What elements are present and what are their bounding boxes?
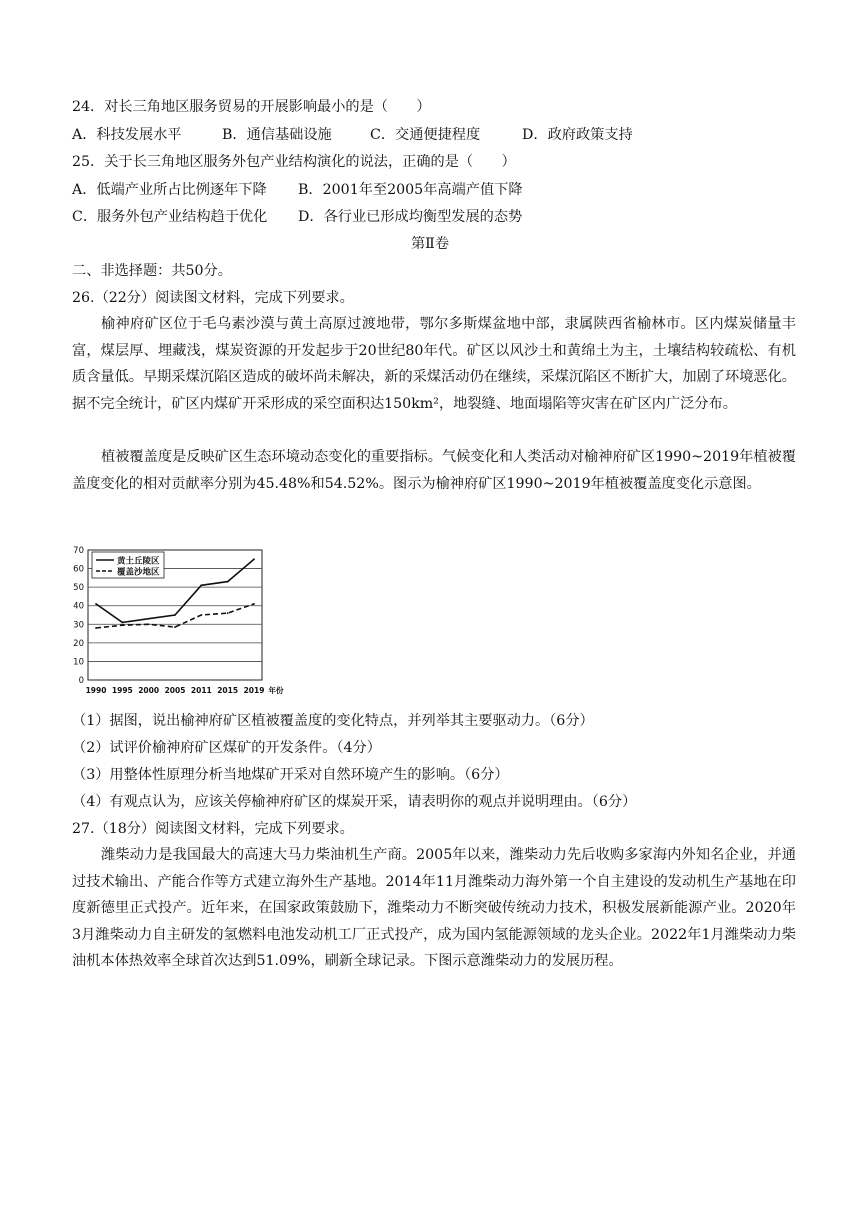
q26-sub-1: （1）据图，说出榆神府矿区植被覆盖度的变化特点，并列举其主要驱动力。（6分） (72, 713, 594, 729)
data-point (200, 614, 202, 616)
q24-option-b: B．通信基础设施 (222, 127, 332, 143)
vegetation-coverage-chart (70, 540, 300, 700)
data-point (95, 603, 97, 605)
data-point (227, 581, 229, 583)
q26-paragraph-1: 榆神府矿区位于毛乌素沙漠与黄土高原过渡地带，鄂尔多斯煤盆地中部，隶属陕西省榆林市。区内煤炭储量丰富，煤层厚、埋藏浅，煤炭资源的开发起步于20世纪80年代。矿区以风沙土和黄绵土为主，土壤结构较疏松、有机质含量低。早期采煤沉陷区造成的破坏尚未解决，新的采煤活动仍在继续，采煤沉陷区不断扩大，加剧了环境恶化。据不完全统计，矿区内煤矿开采形成的采空面积达150km²，地裂缝、地面塌陷等灾害在矿区内广泛分布。 (72, 316, 796, 412)
y-tick-label: 0 (78, 676, 84, 686)
q25-stem: 25．关于长三角地区服务外包产业结构演化的说法，正确的是（ ） (72, 154, 516, 170)
section-title: 第Ⅱ卷 (410, 236, 450, 252)
q24-options (72, 125, 633, 145)
legend-label: 黄土丘陵区 (117, 556, 160, 567)
q25-options-row2 (72, 207, 522, 227)
data-point (95, 627, 97, 629)
q26-stem: 26.（22分）阅读图文材料，完成下列要求。 (72, 290, 354, 306)
q25-options-row1 (72, 180, 523, 200)
data-point (148, 623, 150, 625)
data-point (121, 622, 123, 624)
legend-label: 覆盖沙地区 (117, 567, 160, 578)
section-note: 二、非选择题：共50分。 (72, 263, 232, 279)
y-tick-label: 30 (73, 620, 84, 631)
data-point (174, 626, 176, 628)
x-tick-label: 2005 (164, 686, 186, 695)
q24-option-c: C．交通便捷程度 (370, 127, 481, 143)
data-point (174, 614, 176, 616)
x-tick-label: 2015 (217, 686, 239, 695)
data-point (148, 618, 150, 620)
y-tick-label: 50 (73, 583, 84, 594)
q25-option-c: C．服务外包产业结构趋于优化 (72, 209, 268, 225)
y-tick-label: 40 (73, 601, 84, 612)
data-point (253, 603, 255, 605)
q24-option-a: A．科技发展水平 (72, 127, 182, 143)
q26-sub-2: （2）试评价榆神府矿区煤矿的开发条件。（4分） (72, 740, 381, 756)
y-tick-label: 70 (73, 546, 84, 556)
q25-option-d: D．各行业已形成均衡型发展的态势 (298, 209, 523, 225)
q27-stem: 27.（18分）阅读图文材料，完成下列要求。 (72, 821, 354, 837)
data-point (253, 558, 255, 560)
q26-sub-4: （4）有观点认为，应该关停榆神府矿区的煤炭开采，请表明你的观点并说明理由。（6分） (72, 794, 637, 810)
q27-paragraph-1: 潍柴动力是我国最大的高速大马力柴油机生产商。2005年以来，潍柴动力先后收购多家海内外知名企业，并通过技术输出、产能合作等方式建立海外生产基地。2014年11月潍柴动力海外第一个自主建设的发动机生产基地在印度新德里正式投产。近年来，在国家政策鼓励下，潍柴动力不断突破传统动力技术，积极发展新能源产业。2020年3月潍柴动力自主研发的氢燃料电池发动机工厂正式投产，成为国内氢能源领域的龙头企业。2022年1月潍柴动力柴油机本体热效率全球首次达到51.09%，刷新全球记录。下图示意潍柴动力的发展历程。 (72, 847, 796, 969)
x-tick-label: 2011 (190, 686, 212, 695)
x-tick-label: 2019 (243, 686, 265, 695)
x-tick-label: 2000 (138, 686, 160, 695)
q26-sub-3: （3）用整体性原理分析当地煤矿开采对自然环境产生的影响。（6分） (72, 767, 509, 783)
data-point (121, 624, 123, 626)
x-tick-label: 1995 (111, 686, 133, 695)
y-tick-label: 10 (73, 657, 84, 668)
x-tick-label: 1990 (85, 686, 107, 695)
y-tick-label: 20 (73, 638, 84, 649)
q26-paragraph-2: 植被覆盖度是反映矿区生态环境动态变化的重要指标。气候变化和人类活动对榆神府矿区1990~2019年植被覆盖度变化的相对贡献率分别为45.48%和54.52%。图示为榆神府矿区1990~2019年植被覆盖度变化示意图。 (72, 449, 796, 492)
q25-option-b: B．2001年至2005年高端产值下降 (298, 182, 523, 198)
chart-svg (70, 540, 300, 700)
q24-stem: 24．对长三角地区服务贸易的开展影响最小的是（ ） (72, 99, 431, 115)
data-point (227, 612, 229, 614)
y-tick-label: 60 (73, 564, 84, 575)
q24-option-d: D．政府政策支持 (522, 127, 633, 143)
q25-option-a: A．低端产业所占比例逐年下降 (72, 182, 267, 198)
x-unit-label: 年份 (268, 686, 284, 695)
data-point (200, 584, 202, 586)
